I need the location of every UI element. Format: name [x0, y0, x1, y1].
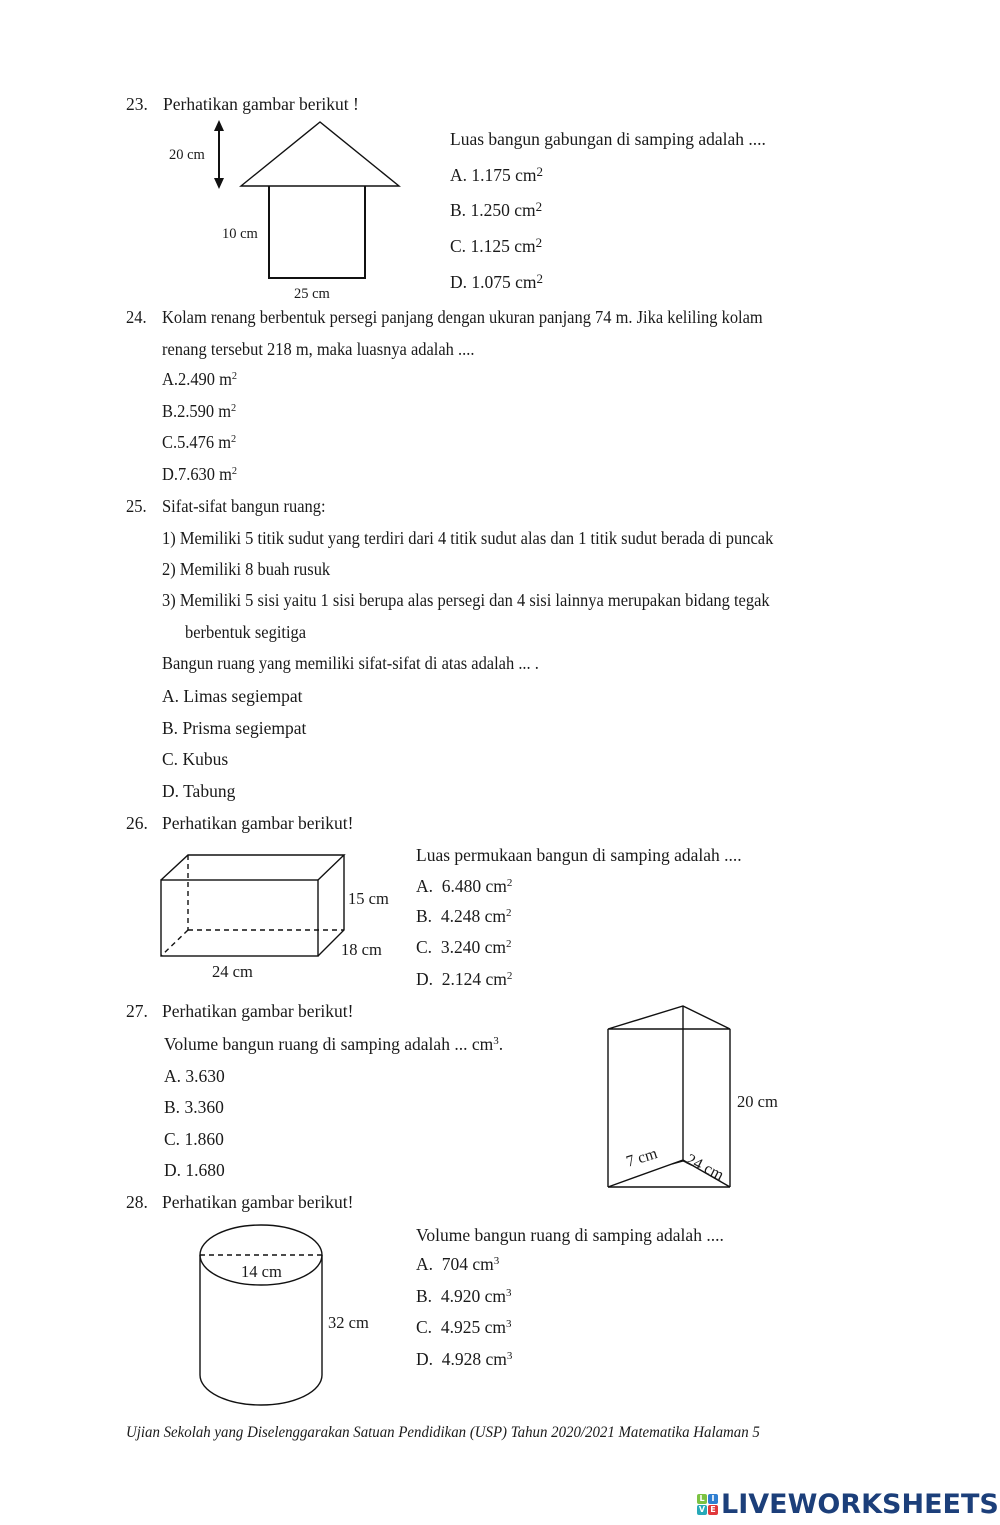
option-a[interactable]: A. 704 $cm^3$ [416, 1254, 500, 1274]
question-text-line1: Kolam renang berbentuk persegi panjang dengan ukuran panjang 74 m. Jika keliling kolam [162, 307, 763, 327]
option-c[interactable]: C. 4.925 $cm^3$ [416, 1317, 512, 1337]
side-a-label: 7 cm [624, 1145, 660, 1171]
option-c[interactable]: C.5.476 $m^2$ [162, 432, 237, 452]
option-a[interactable]: A. 3.630 [164, 1066, 225, 1086]
liveworksheets-logo[interactable] [697, 1489, 999, 1519]
option-a[interactable]: A. Limas segiempat [162, 686, 303, 706]
option-a[interactable]: A. 1.175 $cm^2$ [450, 164, 544, 185]
option-b[interactable]: B. 4.248 $cm^2$ [416, 906, 512, 926]
option-d[interactable]: D. Tabung [162, 781, 236, 801]
question-number: 27. [126, 1001, 148, 1021]
option-d[interactable]: D. 1.680 [164, 1160, 225, 1180]
property-2: 2) Memiliki 8 buah rusuk [162, 559, 331, 579]
logo-live-icon [697, 1494, 718, 1515]
logo-letter-v: V [698, 1505, 706, 1514]
question-prompt: Perhatikan gambar berikut! [162, 813, 354, 833]
option-b[interactable]: B. 3.360 [164, 1097, 224, 1117]
property-3-continued: berbentuk segitiga [185, 622, 307, 642]
height-label: 20 cm [169, 147, 205, 163]
option-b[interactable]: B. 1.250 $cm^2$ [450, 199, 543, 220]
option-c[interactable]: C. 1.860 [164, 1129, 224, 1149]
question-number: 24. [126, 307, 147, 327]
question-text: Volume bangun ruang di samping adalah ... $cm^3$. [164, 1034, 504, 1054]
option-d[interactable]: D. 2.124 $cm^2$ [416, 969, 513, 989]
question-text: Luas permukaan bangun di samping adalah .... [416, 845, 742, 865]
depth-label: 18 cm [341, 940, 382, 959]
logo-text: LIVEWORKSHEETS [721, 1488, 999, 1520]
height-label: 20 cm [737, 1092, 778, 1111]
question-text: Luas bangun gabungan di samping adalah .... [450, 129, 766, 149]
diameter-label: 14 cm [241, 1262, 282, 1281]
property-1: 1) Memiliki 5 titik sudut yang terdiri dari 4 titik sudut alas dan 1 titik sudut berada di puncak [162, 528, 774, 548]
question-number: 25. [126, 496, 147, 516]
question-number: 26. [126, 813, 148, 833]
option-c[interactable]: C. Kubus [162, 749, 229, 769]
option-d[interactable]: D. 1.075 $cm^2$ [450, 271, 544, 292]
question-prompt: Perhatikan gambar berikut! [162, 1001, 354, 1021]
option-b[interactable]: B. Prisma segiempat [162, 718, 307, 738]
question-prompt: Perhatikan gambar berikut ! [163, 94, 359, 114]
question-text: Volume bangun ruang di samping adalah .... [416, 1225, 724, 1245]
page-footer: Ujian Sekolah yang Diselenggarakan Satuan Pendidikan (USP) Tahun 2020/2021 Matematika Halaman 5 [126, 1424, 760, 1441]
logo-letter-e: E [708, 1505, 718, 1515]
question-prompt: Sifat-sifat bangun ruang: [162, 496, 326, 516]
option-a[interactable]: A.2.490 $m^2$ [162, 369, 238, 389]
base-label: 25 cm [294, 286, 330, 302]
question-prompt: Perhatikan gambar berikut! [162, 1192, 354, 1212]
option-b[interactable]: B. 4.920 $cm^3$ [416, 1286, 512, 1306]
option-a[interactable]: A. 6.480 $cm^2$ [416, 876, 513, 896]
option-c[interactable]: C. 1.125 $cm^2$ [450, 235, 543, 256]
logo-letter-l: L [697, 1494, 707, 1504]
property-3: 3) Memiliki 5 sisi yaitu 1 sisi berupa alas persegi dan 4 sisi lainnya merupakan bidang tegak [162, 590, 770, 610]
option-b[interactable]: B.2.590 $m^2$ [162, 401, 237, 421]
length-label: 24 cm [212, 962, 253, 981]
side-label: 10 cm [222, 226, 258, 242]
height-label: 32 cm [328, 1313, 369, 1332]
question-number: 28. [126, 1192, 148, 1212]
question-text: Bangun ruang yang memiliki sifat-sifat di atas adalah ... . [162, 653, 539, 673]
option-d[interactable]: D. 4.928 $cm^3$ [416, 1349, 513, 1369]
option-d[interactable]: D.7.630 $m^2$ [162, 464, 238, 484]
question-text-line2: renang tersebut 218 m, maka luasnya adalah .... [162, 339, 475, 359]
height-label: 15 cm [348, 889, 389, 908]
question-number: 23. [126, 94, 148, 114]
side-b-label: 24 cm [683, 1150, 727, 1185]
option-c[interactable]: C. 3.240 $cm^2$ [416, 937, 512, 957]
logo-letter-i: I [708, 1494, 718, 1504]
